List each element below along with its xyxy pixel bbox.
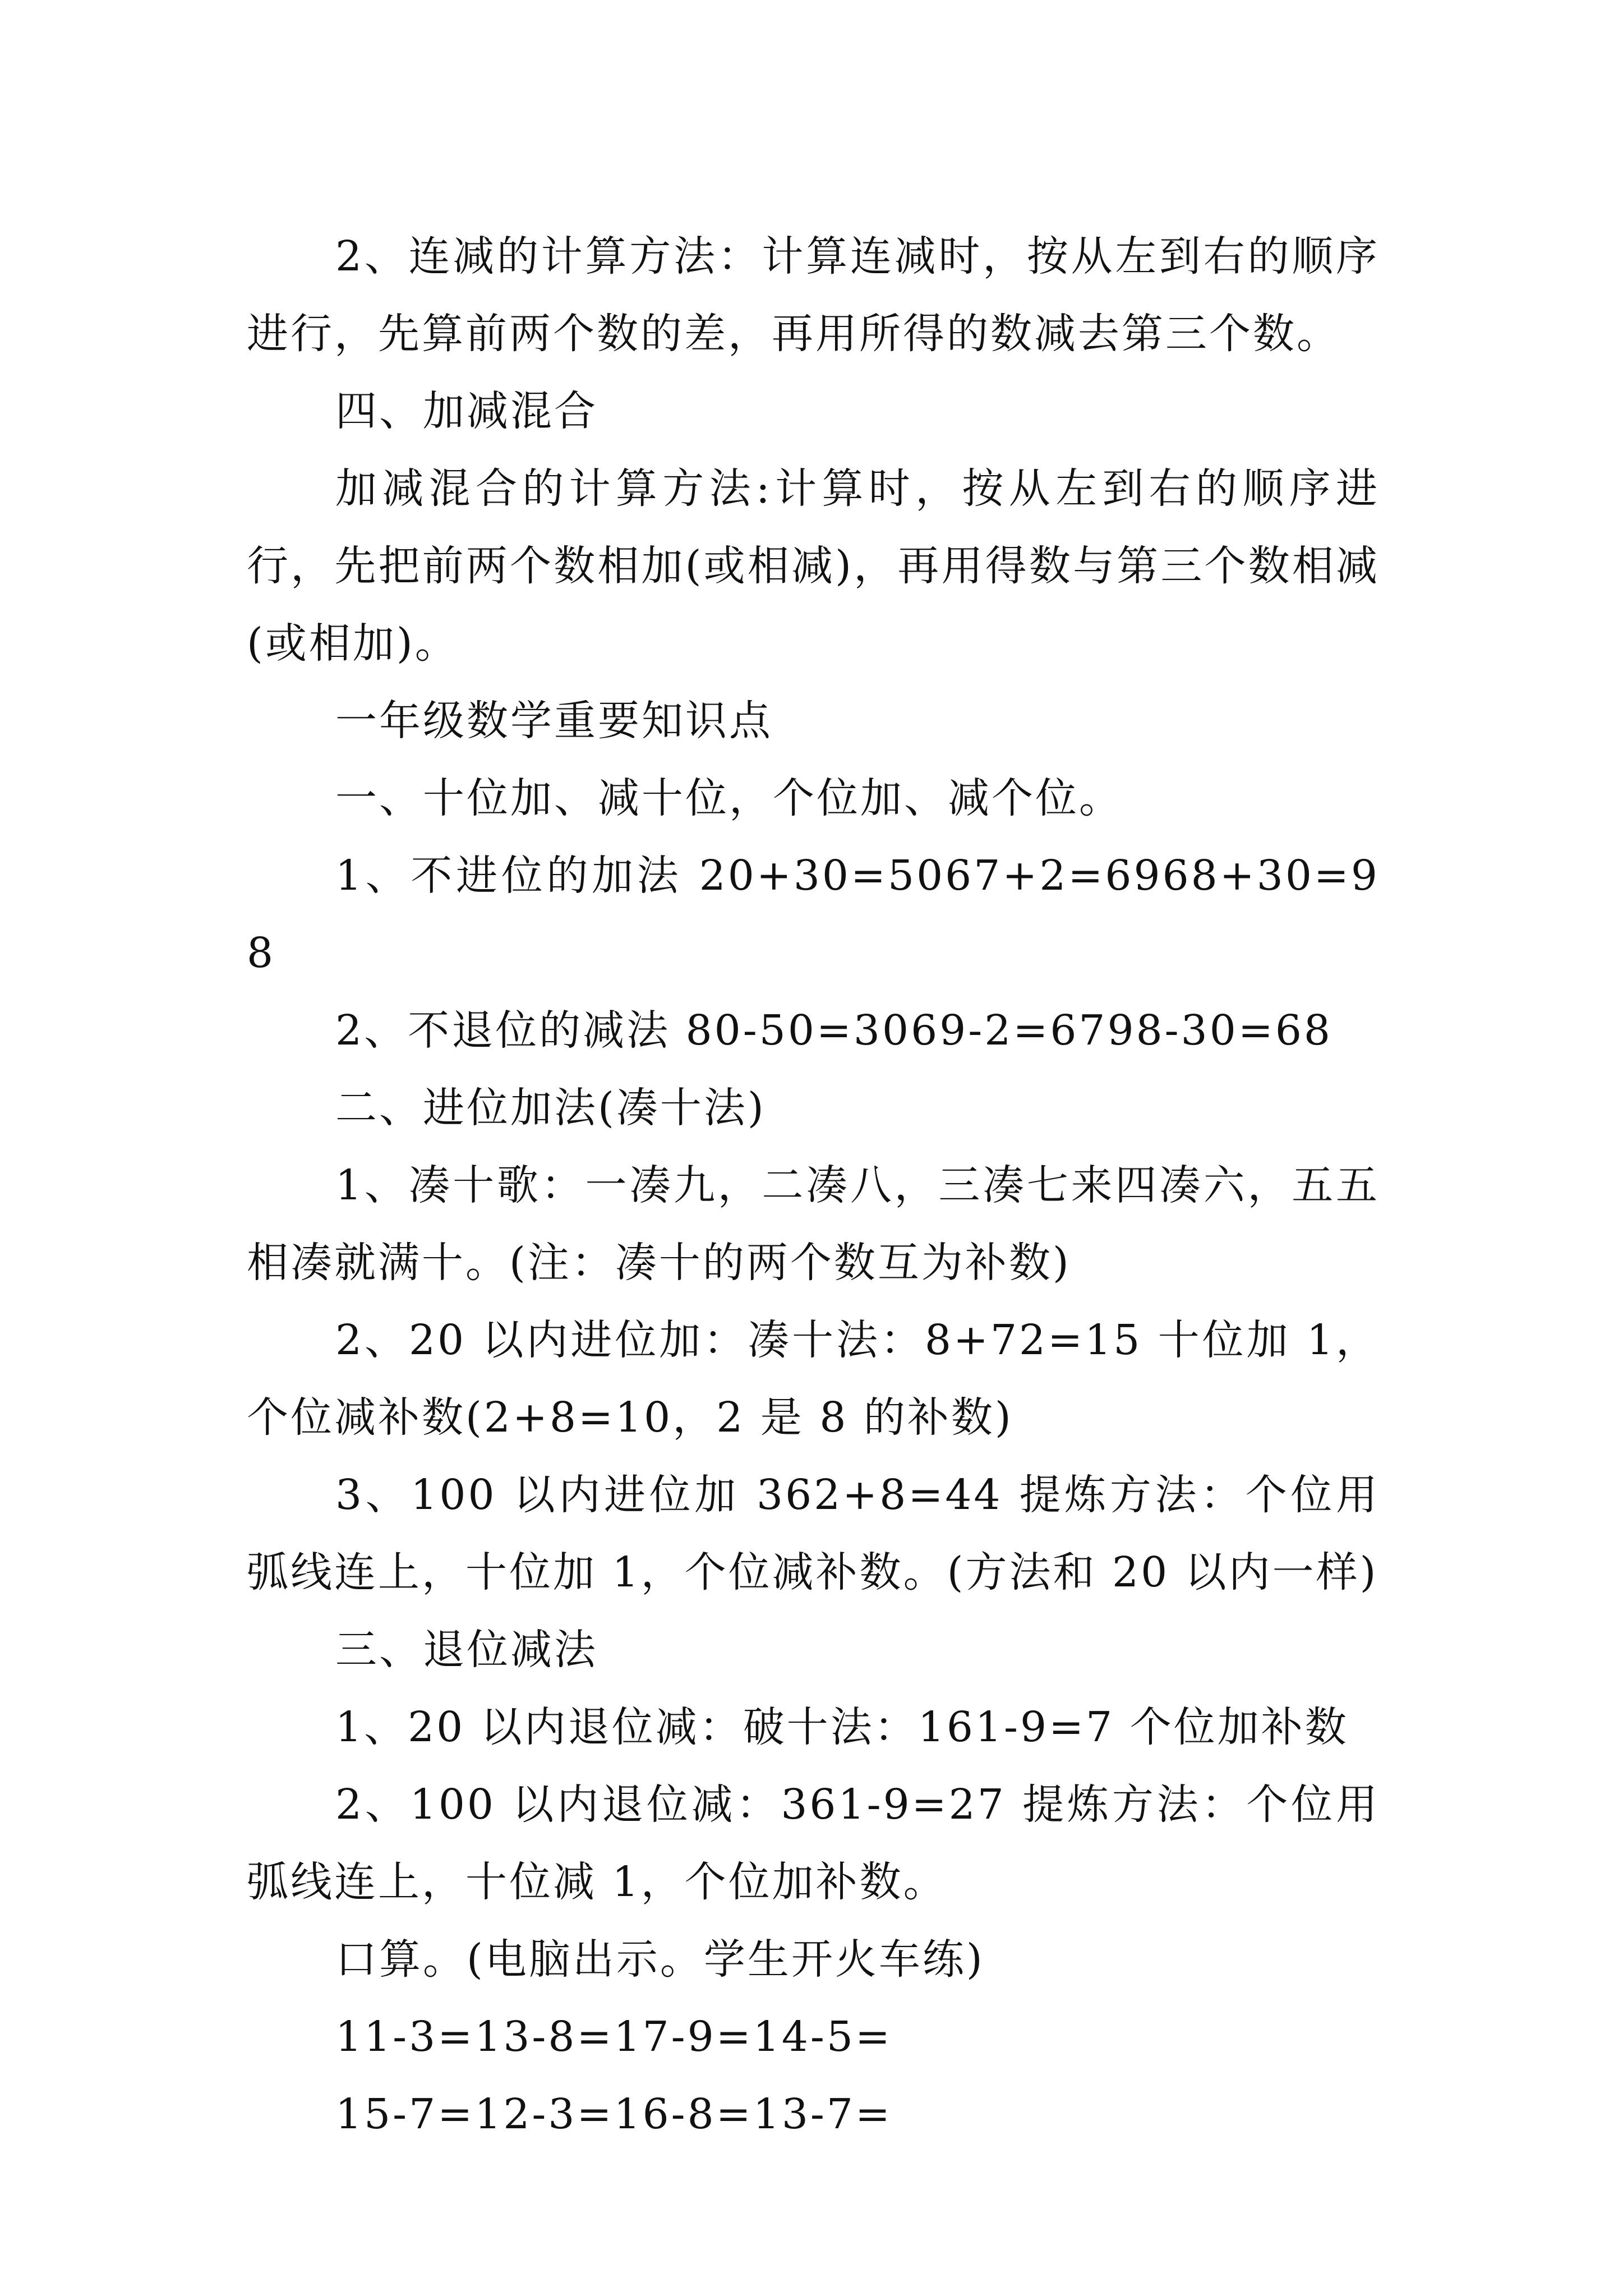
- heading-mixed-add-subtract: 四、加减混合: [335, 387, 598, 435]
- paragraph-oral-calculation: 口算。(电脑出示。学生开火车练): [335, 1935, 985, 1984]
- paragraph-borrow-within-100: 2、100 以内退位减：361-9=27 提炼方法：个位用弧线连上，十位减 1，个位加补数。: [247, 1780, 1380, 1906]
- paragraph-exercise-row-1: 11-3=13-8=17-9=14-5=: [335, 2013, 893, 2061]
- paragraph-addition-no-carry: 1、不进位的加法 20+30=5067+2=6968+30=98: [247, 852, 1380, 977]
- document-body: [247, 218, 1380, 2153]
- paragraph-make-ten-song: 1、凑十歌：一凑九，二凑八，三凑七来四凑六，五五相凑就满十。(注：凑十的两个数互为补数): [247, 1161, 1380, 1287]
- paragraph-carry-within-100: 3、100 以内进位加 362+8=44 提炼方法：个位用弧线连上，十位加 1，个位减补数。(方法和 20 以内一样): [247, 1471, 1380, 1596]
- heading-grade1-math-key-points: 一年级数学重要知识点: [335, 697, 773, 745]
- paragraph-exercise-row-2: 15-7=12-3=16-8=13-7=: [335, 2090, 893, 2138]
- paragraph-subtraction-no-borrow: 2、不退位的减法 80-50=3069-2=6798-30=68: [335, 1006, 1333, 1055]
- paragraph-serial-subtraction-method: 2、连减的计算方法：计算连减时，按从左到右的顺序进行，先算前两个数的差，再用所得的数减去第三个数。: [247, 232, 1380, 358]
- paragraph-carry-within-20: 2、20 以内进位加：凑十法：8+72=15 十位加 1，个位减补数(2+8=10，2 是 8 的补数): [247, 1316, 1380, 1442]
- paragraph-borrow-within-20: 1、20 以内退位减：破十法：161-9=7 个位加补数: [335, 1703, 1349, 1751]
- heading-borrow-subtraction: 三、退位减法: [335, 1626, 598, 1674]
- heading-carry-addition: 二、进位加法(凑十法): [335, 1084, 766, 1132]
- paragraph-mixed-method: 加减混合的计算方法:计算时，按从左到右的顺序进行，先把前两个数相加(或相减)，再用得数与第三个数相减(或相加)。: [247, 464, 1380, 668]
- heading-tens-and-ones: 一、十位加、减十位，个位加、减个位。: [335, 774, 1123, 822]
